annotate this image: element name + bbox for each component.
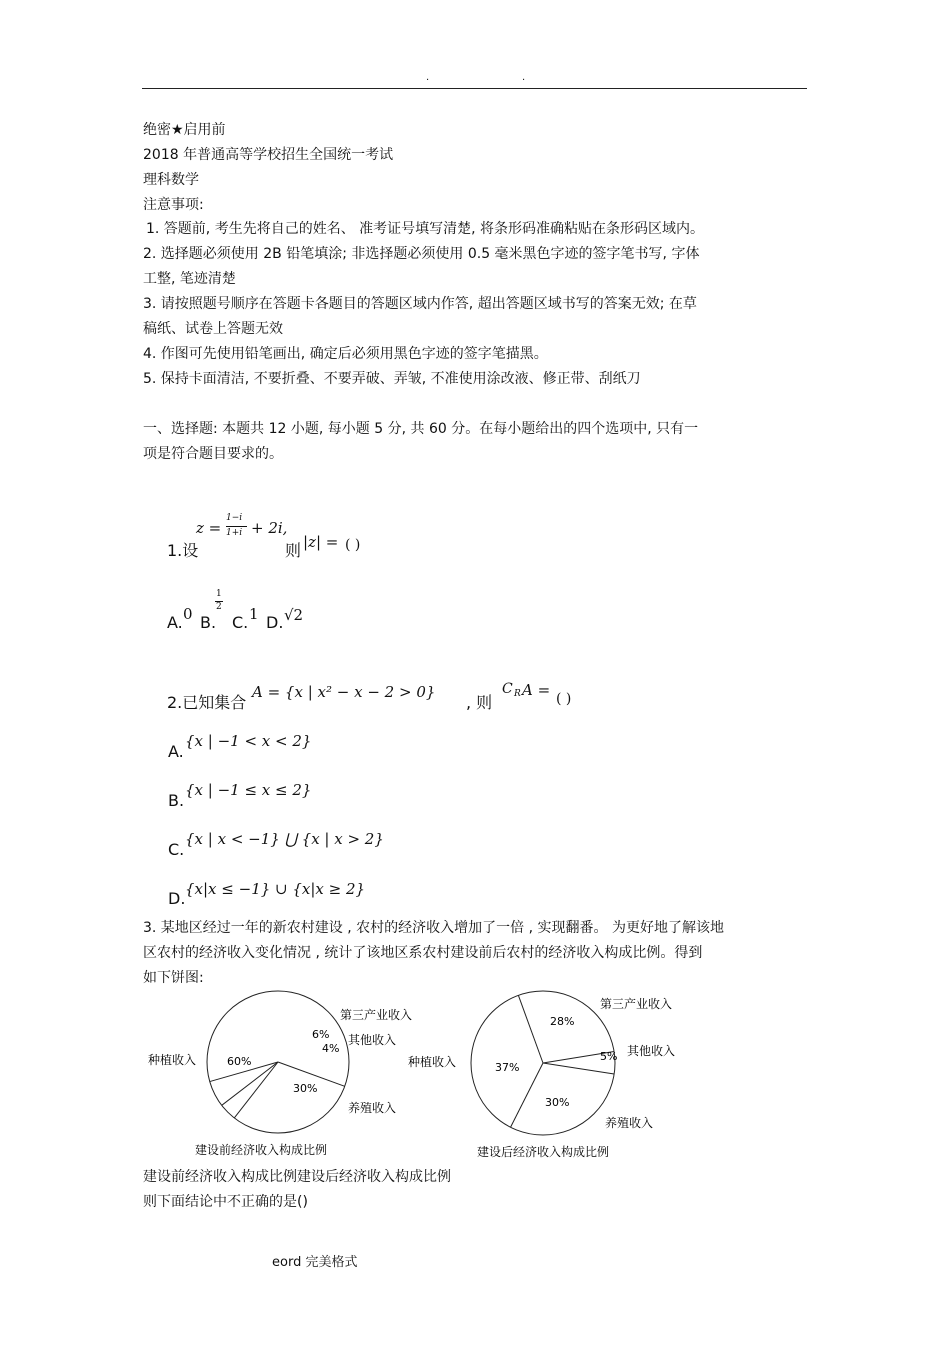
q2-option-d-label: D.: [168, 889, 186, 908]
pie-after-label-breeding: 养殖收入: [605, 1116, 654, 1130]
pie-charts: [140, 990, 700, 1165]
pie-before-label-other: 其他收入: [348, 1033, 397, 1047]
q3-line-2: 区农村的经济收入变化情况 , 统计了该地区系农村建设前后农村的经济收入构成比例。得到: [143, 945, 703, 961]
pie-before-title: 建设前经济收入构成比例: [195, 1143, 328, 1157]
q1-paren: ( ): [345, 537, 361, 553]
q2-comp-sub: R: [514, 689, 521, 699]
q3-line-3: 如下饼图:: [143, 970, 204, 986]
pie-chart-after: [408, 991, 675, 1159]
q1-frac-den: 1+i: [226, 528, 243, 538]
note-3-cont: 稿纸、试卷上答题无效: [143, 321, 283, 337]
q1-then: 则: [285, 541, 302, 560]
q2-rhs: A =: [522, 681, 551, 699]
q2-option-c: {x | x < −1} ⋃ {x | x > 2}: [185, 830, 384, 848]
pie-before-slice-edge-tertiary: [222, 1062, 278, 1105]
pie-before-label-tertiary: 第三产业收入: [340, 1008, 413, 1022]
section-heading: 一、选择题: 本题共 12 小题, 每小题 5 分, 共 60 分。在每小题给出的四个选项中, 只有一: [143, 421, 699, 437]
q1-option-a: 0: [183, 605, 193, 623]
q2-option-d: {x|x ≤ −1} ∪ {x|x ≥ 2}: [185, 880, 366, 898]
note-2-cont: 工整, 笔迹清楚: [143, 271, 236, 287]
subject-title: 理科数学: [143, 172, 199, 188]
pie-after-slice-edge-tertiary: [518, 995, 543, 1063]
pie-after-label-planting: 种植收入: [408, 1055, 457, 1069]
header-dot: .: [426, 72, 430, 83]
pie-before-value-tertiary: 6%: [312, 1028, 330, 1041]
pie-after-value-other: 5%: [600, 1050, 618, 1063]
pie-after-value-tertiary: 28%: [550, 1015, 575, 1028]
pie-chart-before: [148, 991, 412, 1157]
q1-option-d: √2: [284, 606, 304, 624]
pie-after-label-tertiary: 第三产业收入: [600, 997, 673, 1011]
notes-heading: 注意事项:: [143, 197, 204, 213]
q1-abs: |z| =: [303, 533, 339, 551]
confidential-mark: 绝密★启用前: [143, 122, 226, 138]
q2-option-b: {x | −1 ≤ x ≤ 2}: [185, 781, 312, 799]
pie-after-slice-edge-breeding: [543, 1063, 614, 1074]
pie-before-slice-edge-other: [234, 1062, 278, 1118]
pie-before-value-other: 4%: [322, 1042, 340, 1055]
q2-prefix: 2.已知集合: [167, 693, 247, 712]
q3-question: 则下面结论中不正确的是(): [143, 1194, 308, 1210]
note-1: 1. 答题前, 考生先将自己的姓名、 准考证号填写清楚, 将条形码准确粘贴在条形码区域内。: [146, 221, 705, 237]
q1-prefix: 1.设: [167, 541, 199, 560]
pie-after-title: 建设后经济收入构成比例: [477, 1145, 610, 1159]
q1-option-b-num: 1: [216, 589, 222, 599]
q2-comp: C: [502, 681, 513, 697]
q2-paren: ( ): [556, 691, 572, 707]
q1-frac-bar: [226, 526, 247, 527]
q1-option-b-den: 2: [216, 602, 222, 612]
header-dot: .: [522, 72, 526, 83]
q2-option-b-label: B.: [168, 791, 185, 810]
q2-then: , 则: [466, 693, 493, 712]
exam-title: 2018 年普通高等学校招生全国统一考试: [143, 147, 394, 163]
pie-captions: 建设前经济收入构成比例建设后经济收入构成比例: [143, 1169, 451, 1185]
pie-after-value-breeding: 30%: [545, 1096, 570, 1109]
pie-before-label-planting: 种植收入: [148, 1053, 197, 1067]
pie-before-value-planting: 60%: [227, 1055, 252, 1068]
q1-frac-num: 1−i: [226, 513, 243, 523]
q1-option-a-label: A.: [167, 613, 183, 632]
pie-after-label-other: 其他收入: [627, 1044, 676, 1058]
q3-line-1: 3. 某地区经过一年的新农村建设 , 农村的经济收入增加了一倍 , 实现翻番。 为更好地了解该地: [143, 920, 724, 936]
q1-option-d-label: D.: [266, 613, 284, 632]
footer-text: eord 完美格式: [272, 1255, 358, 1270]
q1-z: z =: [196, 519, 222, 537]
note-5: 5. 保持卡面清洁, 不要折叠、不要弄破、弄皱, 不准使用涂改液、修正带、刮纸刀: [143, 371, 641, 387]
q2-option-a-label: A.: [168, 742, 184, 761]
note-2: 2. 选择题必须使用 2B 铅笔填涂; 非选择题必须使用 0.5 毫米黑色字迹的签字笔书写, 字体: [143, 246, 700, 262]
q1-option-b-label: B.: [200, 613, 217, 632]
q1-plus: + 2i,: [251, 519, 288, 537]
pie-before-label-breeding: 养殖收入: [348, 1101, 397, 1115]
pie-after-value-planting: 37%: [495, 1061, 520, 1074]
header-rule: [142, 88, 807, 89]
q2-option-c-label: C.: [168, 840, 185, 859]
q1-option-c: 1: [249, 605, 259, 623]
pie-before-value-breeding: 30%: [293, 1082, 318, 1095]
note-3: 3. 请按照题号顺序在答题卡各题目的答题区域内作答, 超出答题区域书写的答案无效; 在草: [143, 296, 697, 312]
q1-option-c-label: C.: [232, 613, 249, 632]
note-4: 4. 作图可先使用铅笔画出, 确定后必须用黑色字迹的签字笔描黑。: [143, 346, 548, 362]
q2-option-a: {x | −1 < x < 2}: [185, 732, 312, 750]
section-heading-cont: 项是符合题目要求的。: [143, 446, 283, 462]
q2-set: A = {x | x² − x − 2 > 0}: [252, 683, 436, 701]
